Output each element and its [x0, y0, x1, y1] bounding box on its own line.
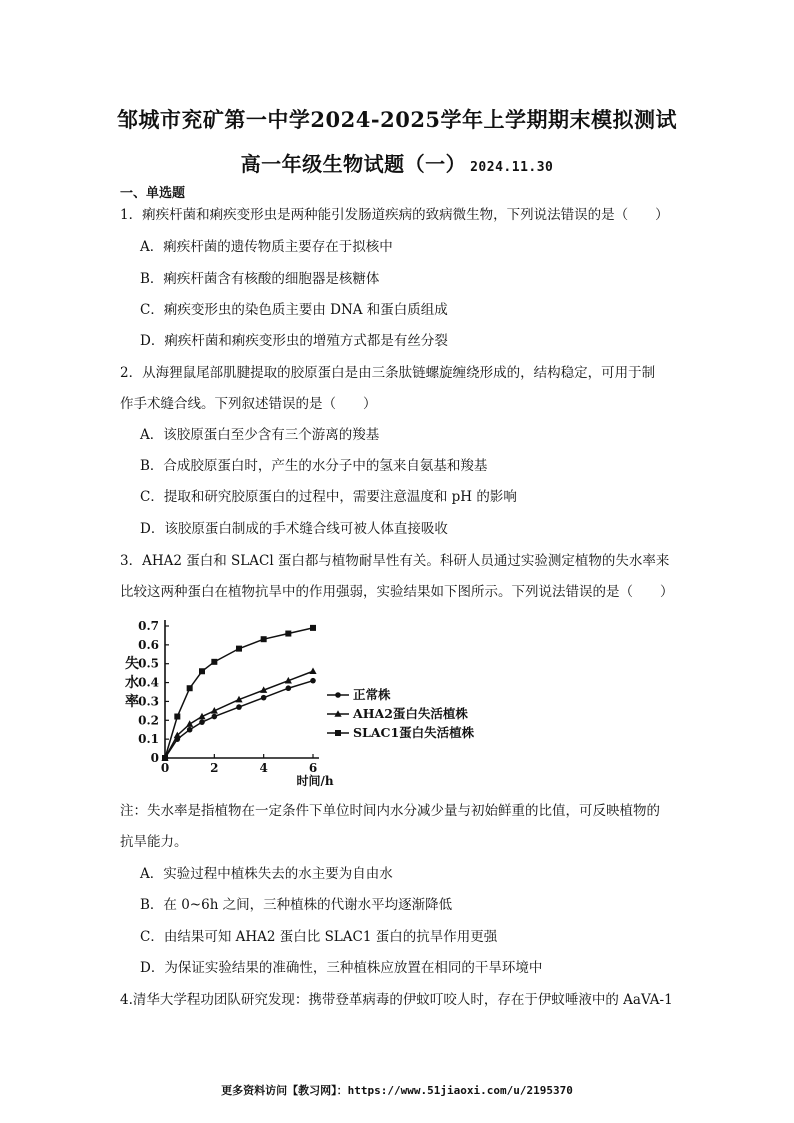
section-title: 一、单选题 — [120, 186, 186, 201]
question-3-note-line-2: 抗旱能力。 — [120, 834, 188, 850]
x-tick-label: 6 — [308, 761, 318, 775]
y-tick-label: 0.2 — [138, 713, 159, 728]
question-3-stem-line-1: 3．AHA2 蛋白和 SLACl 蛋白都与植物耐旱性有关。科研人员通过实验测定植物的失水率来 — [120, 553, 670, 569]
footer-link[interactable]: 更多资料访问【教习网】：https://www.51jiaoxi.com/u/2195370 — [221, 1084, 573, 1097]
legend-marker — [335, 692, 341, 698]
data-point — [261, 695, 267, 701]
question-3-option-c: C．由结果可知 AHA2 蛋白比 SLAC1 蛋白的抗旱作用更强 — [140, 929, 498, 945]
question-2-stem-line-1: 2．从海狸鼠尾部肌腱提取的胶原蛋白是由三条肽链螺旋缠绕形成的，结构稳定，可用于制 — [120, 365, 656, 381]
data-point — [286, 685, 292, 691]
x-tick-label: 2 — [210, 761, 219, 775]
question-3-option-b: B．在 0~6h 之间，三种植株的代谢水平均逐渐降低 — [140, 897, 453, 913]
legend-label: AHA2蛋白失活植株 — [353, 706, 468, 721]
y-tick-label: 0.7 — [138, 619, 159, 633]
data-point — [310, 625, 316, 631]
y-axis-label-char: 失 — [125, 656, 139, 672]
data-point — [236, 704, 242, 710]
question-2-option-c: C．提取和研究胶原蛋白的过程中，需要注意温度和 pH 的影响 — [140, 489, 517, 505]
question-1-option-d: D．痢疾杆菌和痢疾变形虫的增殖方式都是有丝分裂 — [140, 333, 448, 349]
y-tick-label: 0.4 — [138, 675, 159, 690]
question-3-stem-line-2: 比较这两种蛋白在植物抗旱中的作用强弱，实验结果如下图所示。下列说法错误的是（ ） — [120, 584, 674, 600]
question-3-option-a: A．实验过程中植株失去的水主要为自由水 — [140, 866, 393, 882]
y-tick-label: 0.5 — [138, 656, 159, 671]
data-point — [186, 720, 193, 727]
data-point — [285, 631, 291, 637]
page-title: 邹城市兖矿第一中学2024-2025学年上学期期末模拟测试 — [116, 107, 678, 132]
question-1-stem: 1．痢疾杆菌和痢疾变形虫是两种能引发肠道疾病的致病微生物，下列说法错误的是（ ） — [120, 207, 669, 223]
legend-marker — [335, 730, 341, 736]
y-axis-label-char: 率 — [125, 694, 139, 710]
data-point — [236, 646, 242, 652]
x-tick-label: 4 — [259, 761, 268, 775]
question-3-note-line-1: 注：失水率是指植物在一定条件下单位时间内水分减少量与初始鲜重的比值，可反映植物的 — [120, 803, 660, 819]
water-loss-chart — [120, 610, 500, 790]
legend-label: SLAC1蛋白失活植株 — [353, 725, 475, 740]
subtitle-text: 高一年级生物试题（一） — [240, 152, 467, 176]
question-1-option-b: B．痢疾杆菌含有核酸的细胞器是核糖体 — [140, 271, 380, 287]
question-1-option-c: C．痢疾变形虫的染色质主要由 DNA 和蛋白质组成 — [140, 302, 448, 318]
question-1-option-a: A．痢疾杆菌的遗传物质主要存在于拟核中 — [140, 239, 393, 255]
x-axis-label: 时间/h — [296, 774, 334, 788]
question-2-option-b: B．合成胶原蛋白时，产生的水分子中的氢来自氨基和羧基 — [140, 458, 488, 474]
question-2-option-d: D．该胶原蛋白制成的手术缝合线可被人体直接吸收 — [140, 521, 448, 537]
data-point — [309, 667, 316, 674]
data-point — [187, 685, 193, 691]
y-tick-label: 0 — [150, 751, 159, 765]
data-point — [187, 727, 193, 733]
data-point — [199, 719, 205, 725]
data-point — [212, 714, 218, 720]
data-point — [162, 755, 168, 761]
y-tick-label: 0.1 — [138, 732, 159, 747]
data-point — [199, 668, 205, 674]
y-tick-label: 0.6 — [138, 637, 159, 652]
page-subtitle — [0, 148, 794, 177]
data-point — [211, 659, 217, 665]
series-line — [165, 671, 313, 758]
exam-date: 2024.11.30 — [470, 160, 554, 175]
data-point — [261, 636, 267, 642]
legend-label: 正常株 — [353, 687, 391, 702]
question-3-option-d: D．为保证实验结果的准确性，三种植株应放置在相同的干旱环境中 — [140, 960, 543, 976]
x-tick-label: 0 — [160, 761, 170, 775]
question-2-option-a: A．该胶原蛋白至少含有三个游离的羧基 — [140, 427, 380, 443]
y-axis-label-char: 水 — [125, 675, 139, 691]
data-point — [174, 714, 180, 720]
y-tick-label: 0.3 — [138, 694, 159, 709]
question-4-stem: 4.清华大学程功团队研究发现：携带登革病毒的伊蚊叮咬人时，存在于伊蚊唾液中的 AaVA-1 — [120, 992, 673, 1008]
data-point — [310, 678, 316, 684]
question-2-stem-line-2: 作手术缝合线。下列叙述错误的是（ ） — [120, 396, 377, 412]
